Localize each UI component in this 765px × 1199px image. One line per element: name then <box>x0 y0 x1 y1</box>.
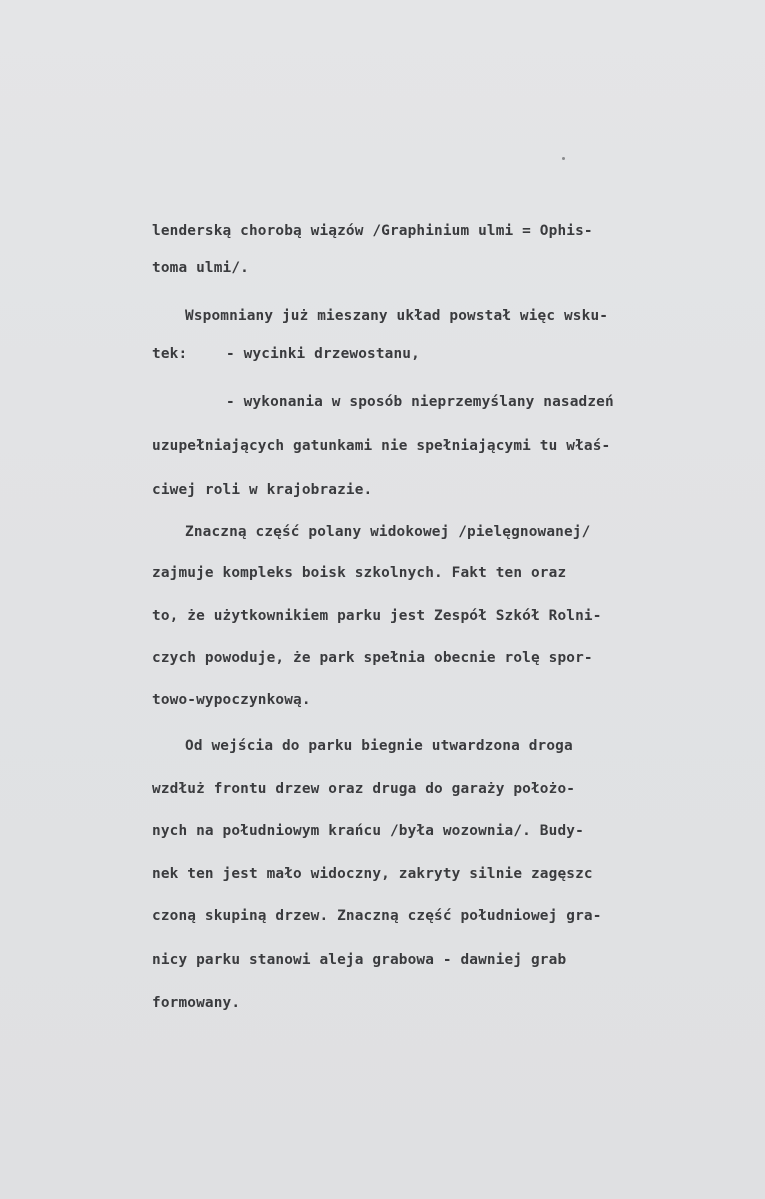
text-line: czych powoduje, że park spełnia obecnie rolę spor- <box>152 650 593 666</box>
text-line: lenderską chorobą wiązów /Graphinium ulmi = Ophis- <box>152 223 593 239</box>
text-line: ciwej roli w krajobrazie. <box>152 482 373 498</box>
text-line: toma ulmi/. <box>152 260 249 276</box>
text-line: towo-wypoczynkową. <box>152 692 311 708</box>
text-line: zajmuje kompleks boisk szkolnych. Fakt ten oraz <box>152 565 567 581</box>
paper-speck <box>562 157 565 160</box>
text-line: - wykonania w sposób nieprzemyślany nasadzeń <box>226 394 614 410</box>
text-line: nych na południowym krańcu /była wozownia/. Budy- <box>152 823 584 839</box>
text-line: wzdłuż frontu drzew oraz druga do garaży położo- <box>152 781 576 797</box>
text-line: czoną skupiną drzew. Znaczną część południowej gra- <box>152 908 602 924</box>
text-line: nicy parku stanowi aleja grabowa - dawniej grab <box>152 952 567 968</box>
text-line: Znaczną część polany widokowej /pielęgnowanej/ <box>185 524 591 540</box>
text-line: Od wejścia do parku biegnie utwardzona droga <box>185 738 573 754</box>
text-line: formowany. <box>152 995 241 1011</box>
text-line: to, że użytkownikiem parku jest Zespół Szkół Rolni- <box>152 608 602 624</box>
text-line: - wycinki drzewostanu, <box>226 346 420 362</box>
text-line: uzupełniających gatunkami nie spełniającymi tu właś- <box>152 438 611 454</box>
text-line: Wspomniany już mieszany układ powstał więc wsku- <box>185 308 609 324</box>
text-line: tek: <box>152 346 188 362</box>
text-line: nek ten jest mało widoczny, zakryty silnie zagęszc <box>152 866 593 882</box>
